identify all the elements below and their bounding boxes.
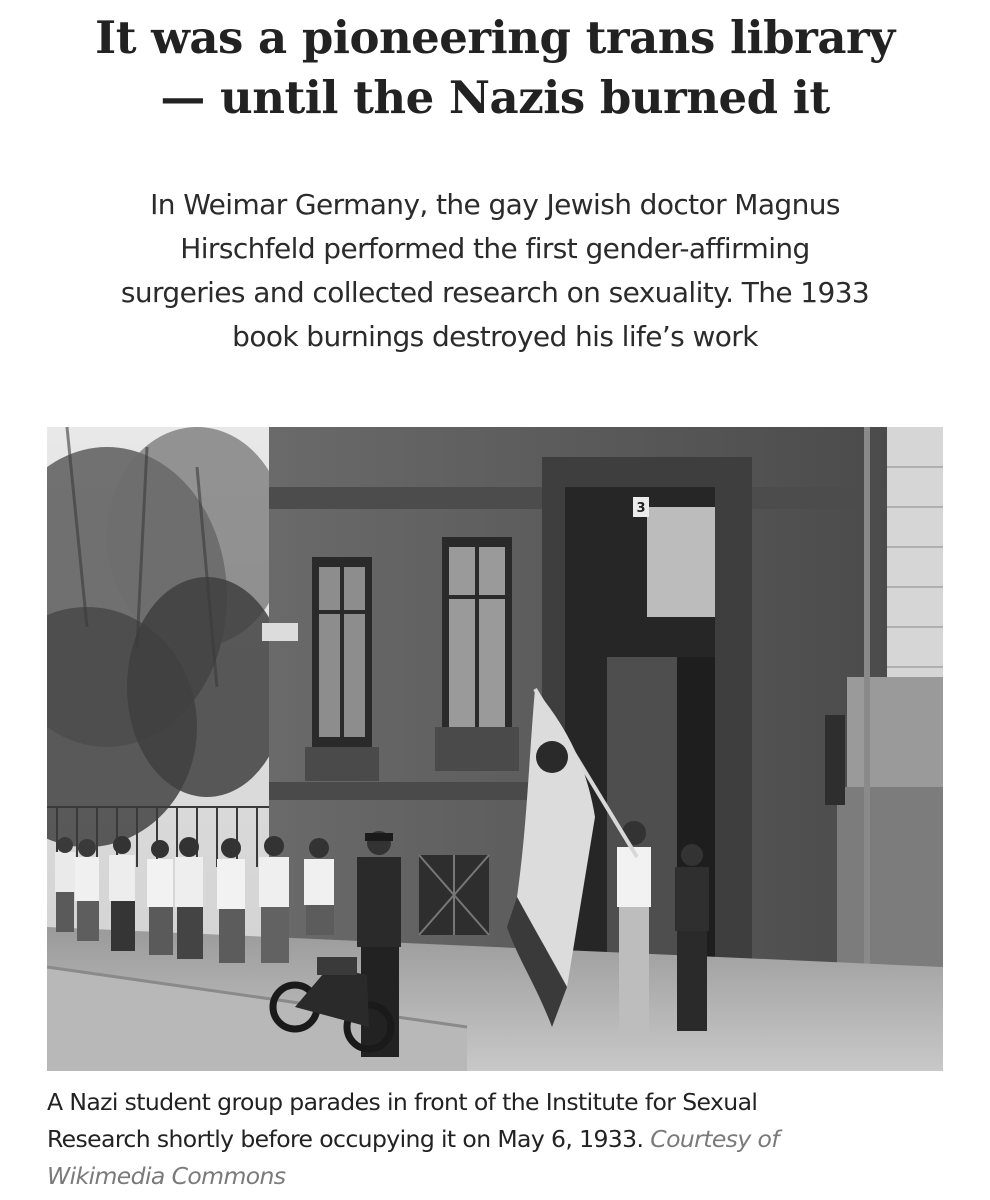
headline-line-2: — until the Nazis burned it	[160, 71, 830, 124]
subheadline-line-3: surgeries and collected research on sexuality. The 1933	[120, 276, 870, 309]
article-photo	[47, 427, 943, 1071]
window-middle	[435, 537, 519, 771]
subheadline	[40, 183, 950, 359]
window-basement	[419, 855, 489, 935]
window-left	[305, 557, 379, 781]
photo-illustration	[47, 427, 943, 1071]
subheadline-line-1: In Weimar Germany, the gay Jewish doctor Magnus	[150, 188, 840, 221]
photo-credit-line-1: Courtesy of	[650, 1125, 779, 1153]
photo-credit-line-2: Wikimedia Commons	[47, 1162, 286, 1190]
headline-line-1: It was a pioneering trans library	[95, 11, 895, 64]
subheadline-line-2: Hirschfeld performed the first gender-affirming	[180, 232, 810, 265]
caption-text-line-1: A Nazi student group parades in front of the Institute for Sexual	[47, 1088, 758, 1116]
photo-caption	[47, 1084, 947, 1195]
caption-text-line-2: Research shortly before occupying it on May 6, 1933.	[47, 1125, 651, 1153]
subheadline-line-4: book burnings destroyed his life’s work	[232, 320, 758, 353]
street-sign	[262, 623, 298, 641]
door-number: 3	[636, 501, 646, 516]
headline	[20, 8, 970, 128]
